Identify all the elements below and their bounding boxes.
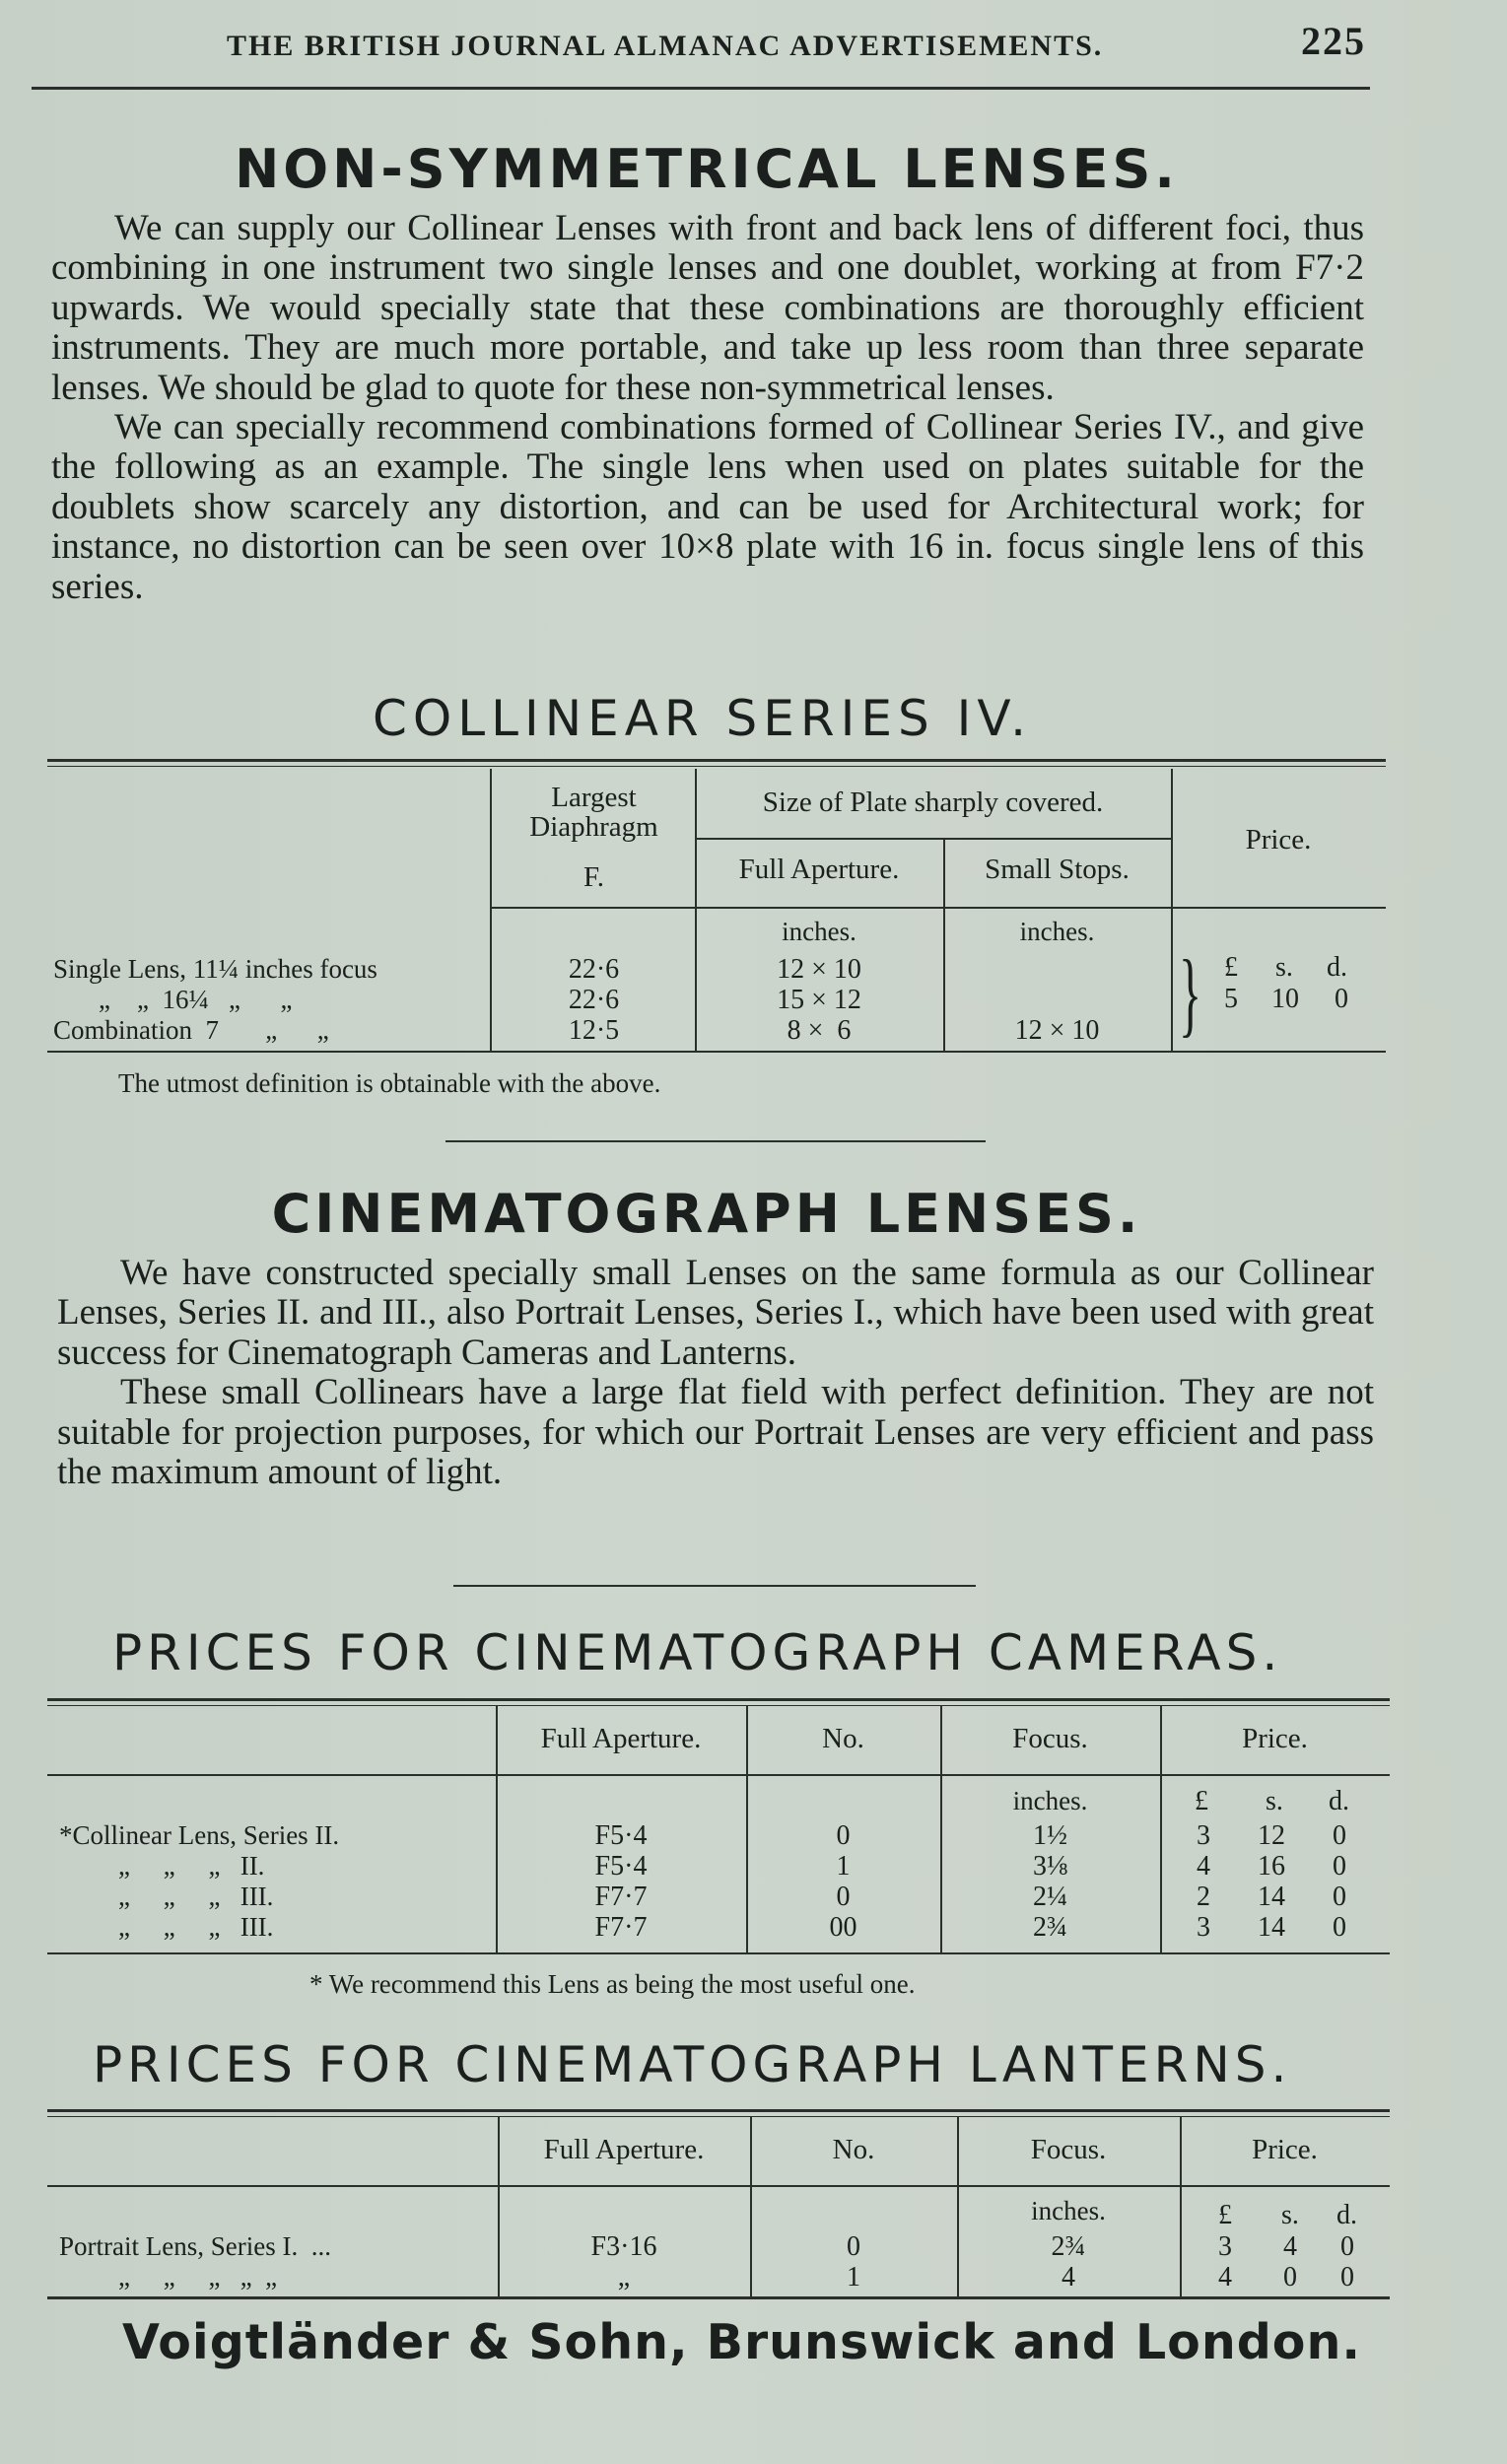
unit-full-inches: inches.	[782, 917, 856, 946]
collinear-size-underline	[695, 838, 1171, 840]
lanterns-row-2-pence: 0	[1340, 2262, 1354, 2293]
col-largest-diaphragm: Largest Diaphragm	[529, 782, 658, 843]
lanterns-col-no: No.	[832, 2134, 875, 2165]
cameras-row-1-focus: 1½	[1033, 1820, 1067, 1851]
collinear-divider-1	[490, 769, 492, 1051]
section-divider-2	[453, 1585, 976, 1587]
unit-small-inches: inches.	[1019, 917, 1095, 946]
collinear-note: The utmost definition is obtainable with the above.	[118, 1068, 661, 1098]
cameras-row-1-full: F5·4	[594, 1820, 648, 1851]
lanterns-top-rule-2	[47, 2116, 1390, 2117]
price-brace: }	[1179, 940, 1202, 1046]
cameras-row-2-full: F5·4	[594, 1851, 648, 1882]
cameras-row-3-no: 0	[836, 1882, 851, 1912]
cameras-col-no: No.	[822, 1723, 864, 1754]
cameras-note: * We recommend this Lens as being the most useful one.	[309, 1969, 916, 1999]
collinear-top-rule	[47, 759, 1386, 762]
lanterns-bottom-rule	[47, 2296, 1390, 2299]
cameras-row-4-focus: 2¾	[1033, 1912, 1067, 1943]
cameras-row-1-label: *Collinear Lens, Series II.	[59, 1820, 340, 1850]
cameras-row-4-no: 00	[829, 1912, 857, 1943]
footer-company: Voigtländer & Sohn, Brunswick and London.	[122, 2314, 1361, 2370]
non-symmetrical-paragraph-2: We can specially recommend combinations formed of Collinear Series IV., and give the following as an example. The single lens when used on plates suitable for the doublets show scarcely any distortion, and can be used for Architectural work; for instance, no distortion can be seen over 10×8 plate with 16 in. focus single lens of this series.	[51, 407, 1364, 607]
collinear-divider-4	[1171, 769, 1173, 1051]
collinear-top-rule-2	[47, 766, 1386, 767]
cameras-row-3-label: „ „ „ III.	[118, 1882, 274, 1911]
cameras-row-1-pounds: 3	[1197, 1820, 1210, 1851]
lanterns-row-2-no: 1	[847, 2262, 860, 2293]
non-symmetrical-paragraph-1: We can supply our Collinear Lenses with front and back lens of different foci, thus combining in one instrument two single lenses and one doublet, working at from F7·2 upwards. We would specially state that these combinations are thoroughly efficient instruments. They are much more portable, and take up less room than three separate lenses. We should be glad to quote for these non-symmetrical lenses.	[51, 208, 1364, 408]
cameras-row-3-focus: 2¼	[1033, 1882, 1067, 1912]
cameras-row-4-label: „ „ „ III.	[118, 1912, 274, 1942]
section-divider-1	[445, 1140, 986, 1142]
lanterns-row-2-shillings: 0	[1283, 2262, 1297, 2293]
cameras-row-3-full: F7·7	[594, 1882, 648, 1912]
cameras-col-price: Price.	[1242, 1723, 1308, 1754]
collinear-price-d-sign: d.	[1327, 952, 1347, 983]
collinear-price-pence: 0	[1335, 984, 1348, 1014]
cameras-price-d-sign: d.	[1329, 1786, 1349, 1816]
collinear-row-3-full: 8 × 6	[787, 1015, 852, 1046]
lanterns-col-full-aperture: Full Aperture.	[543, 2134, 705, 2165]
cameras-row-2-shillings: 16	[1258, 1851, 1285, 1882]
lanterns-row-1-full: F3·16	[590, 2231, 657, 2262]
lanterns-row-2-pounds: 4	[1218, 2262, 1232, 2293]
lanterns-row-1-focus: 2¾	[1051, 2231, 1086, 2262]
journal-title: THE BRITISH JOURNAL ALMANAC ADVERTISEMENTS.	[227, 30, 1104, 62]
cameras-row-1-no: 0	[836, 1820, 851, 1851]
cameras-row-2-pence: 0	[1333, 1851, 1346, 1882]
col-small-stops: Small Stops.	[985, 854, 1130, 885]
lanterns-unit-focus: inches.	[1031, 2196, 1106, 2225]
cameras-col-full-aperture: Full Aperture.	[540, 1723, 702, 1754]
lanterns-row-1-pounds: 3	[1218, 2231, 1232, 2262]
collinear-price-shillings: 10	[1271, 984, 1299, 1014]
cameras-row-1-shillings: 12	[1258, 1820, 1285, 1851]
collinear-row-2-full: 15 × 12	[777, 985, 861, 1015]
non-symmetrical-heading: NON-SYMMETRICAL LENSES.	[235, 138, 1179, 200]
collinear-row-1-full: 12 × 10	[777, 954, 861, 985]
lanterns-head-underline	[47, 2185, 1390, 2187]
cameras-row-4-shillings: 14	[1258, 1912, 1285, 1943]
col-size-of-plate: Size of Plate sharply covered.	[762, 787, 1104, 818]
cameras-row-2-focus: 3⅛	[1033, 1851, 1067, 1882]
lanterns-col-price: Price.	[1252, 2134, 1318, 2165]
cameras-bottom-rule	[47, 1952, 1390, 1954]
cameras-row-4-pence: 0	[1333, 1912, 1346, 1943]
cameras-row-2-label: „ „ „ II.	[118, 1851, 265, 1881]
cameras-row-1-pence: 0	[1333, 1820, 1346, 1851]
collinear-price-l-sign: £	[1224, 952, 1238, 983]
cameras-price-s-sign: s.	[1266, 1786, 1283, 1816]
collinear-price-s-sign: s.	[1275, 952, 1293, 983]
cameras-col-focus: Focus.	[1012, 1723, 1088, 1754]
cameras-row-3-pence: 0	[1333, 1882, 1346, 1912]
cameras-row-2-no: 1	[836, 1851, 851, 1882]
cinematograph-paragraph-1: We have constructed specially small Lenses on the same formula as our Collinear Lenses, Series II. and III., also Portrait Lenses, Series I., which have been used with great success for Cinematograph Cameras and Lanterns.	[57, 1253, 1374, 1373]
lanterns-col-focus: Focus.	[1030, 2134, 1107, 2165]
lanterns-price-d-sign: d.	[1336, 2200, 1357, 2230]
cinematograph-paragraph-2: These small Collinears have a large flat field with perfect definition. They are not suitable for projection purposes, for which our Portrait Lenses are very efficient and pass the maximum amount of light.	[57, 1372, 1374, 1493]
non-symmetrical-text	[51, 209, 1364, 607]
collinear-row-3-label: Combination 7 „ „	[53, 1015, 329, 1045]
lanterns-price-l-sign: £	[1218, 2200, 1232, 2230]
cameras-top-rule-2	[47, 1705, 1390, 1706]
collinear-row-2-f: 22·6	[568, 985, 620, 1015]
collinear-row-2-label: „ „ 16¼ „ „	[99, 985, 293, 1014]
lanterns-row-1-shillings: 4	[1283, 2231, 1297, 2262]
cinematograph-text	[57, 1254, 1374, 1492]
col-price: Price.	[1245, 824, 1312, 856]
col-full-aperture: Full Aperture.	[738, 854, 900, 885]
cameras-row-2-pounds: 4	[1197, 1851, 1210, 1882]
collinear-bottom-rule	[47, 1051, 1386, 1053]
collinear-row-3-f: 12·5	[568, 1015, 620, 1046]
collinear-head-underline	[490, 907, 1386, 909]
page-number: 225	[1301, 19, 1366, 63]
cameras-unit-focus: inches.	[1012, 1786, 1088, 1815]
collinear-price-pounds: 5	[1224, 984, 1238, 1014]
cameras-top-rule	[47, 1698, 1390, 1701]
collinear-row-1-label: Single Lens, 11¼ inches focus	[53, 954, 377, 984]
collinear-row-3-small: 12 × 10	[1014, 1015, 1100, 1046]
lanterns-row-2-full: „	[617, 2262, 631, 2293]
collinear-row-1-f: 22·6	[568, 954, 620, 985]
lanterns-row-2-focus: 4	[1062, 2262, 1075, 2293]
cameras-head-underline	[47, 1774, 1390, 1776]
cameras-row-4-pounds: 3	[1197, 1912, 1210, 1943]
cameras-row-4-full: F7·7	[594, 1912, 648, 1943]
cameras-row-3-pounds: 2	[1197, 1882, 1210, 1912]
col-largest-f: F.	[582, 861, 605, 893]
collinear-iv-heading: COLLINEAR SERIES IV.	[373, 690, 1032, 747]
lanterns-row-1-pence: 0	[1340, 2231, 1354, 2262]
lanterns-row-1-no: 0	[847, 2231, 860, 2262]
lanterns-price-s-sign: s.	[1281, 2200, 1299, 2230]
lanterns-top-rule	[47, 2109, 1390, 2112]
header-rule	[32, 87, 1370, 90]
lanterns-heading: PRICES FOR CINEMATOGRAPH LANTERNS.	[93, 2036, 1292, 2093]
cameras-row-3-shillings: 14	[1258, 1882, 1285, 1912]
cinematograph-heading: CINEMATOGRAPH LENSES.	[271, 1183, 1142, 1245]
cameras-heading: PRICES FOR CINEMATOGRAPH CAMERAS.	[112, 1624, 1283, 1681]
lanterns-row-2-label: „ „ „ „ „	[118, 2262, 278, 2292]
cameras-price-l-sign: £	[1195, 1786, 1208, 1816]
lanterns-row-1-label: Portrait Lens, Series I. ...	[59, 2231, 331, 2261]
